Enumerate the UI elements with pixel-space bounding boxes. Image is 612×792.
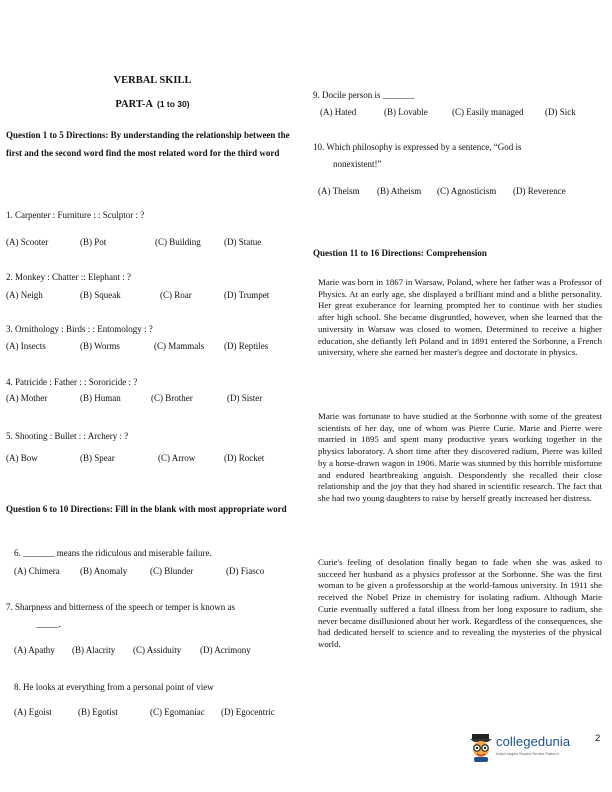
option-b: (B) Alacrity (72, 645, 116, 655)
mascot-icon (468, 733, 494, 763)
option-c: (C) Brother (151, 393, 193, 403)
page-title: VERBAL SKILL (113, 75, 192, 86)
option-d: (D) Reverence (513, 186, 566, 196)
option-a: (A) Apathy (14, 645, 55, 655)
option-d: (D) Fiasco (226, 566, 265, 576)
passage-paragraph-1: Marie was born in 1867 in Warsaw, Poland, where her father was a Professor of Physics. At an early age, she displayed a brilliant mind and a blithe personality. Her great exuberance for learning prompted her to continue with her studies after high school. She became disgruntled, however, when she learned that the university in Warsaw was closed to women. Determined to receive a higher education, she defiantly left Poland and in 1891 entered the Sorbonne, a French university, where she earned her master's degree and doctorate in physics. (318, 277, 602, 358)
question-2: 2. Monkey : Chatter :: Elephant : ? (6, 272, 131, 282)
part-heading (100, 94, 205, 112)
option-c: (C) Easily managed (452, 107, 524, 117)
option-a: (A) Theism (318, 186, 360, 196)
option-a: (A) Bow (6, 453, 38, 463)
option-c: (C) Agnosticism (437, 186, 497, 196)
option-a: (A) Mother (6, 393, 48, 403)
passage-paragraph-3: Curie's feeling of desolation finally began to fade when she was asked to succeed her husband as a physics professor at the Sorbonne. She was the first woman to be given a professorship at the world-famous university. In 1911 she received the Nobel Prize in chemistry for isolating radium. Although Marie Curie eventually suffered a fatal illness from her long exposure to radium, she never became disillusioned about her work. Regardless of the consequences, she had dedicated herself to science and to revealing the mysteries of the physical world. (318, 557, 602, 649)
option-b: (B) Worms (80, 341, 120, 351)
option-b: (B) Pot (80, 237, 107, 247)
section-1-directions: Question 1 to 5 Directions: By understanding the relationship between the first and the second word find the most related word for the third word (6, 130, 290, 158)
option-c: (C) Arrow (158, 453, 196, 463)
question-9: 9. Docile person is _______ (313, 90, 415, 100)
option-b: (B) Anomaly (80, 566, 128, 576)
option-d: (D) Sick (545, 107, 576, 117)
option-d: (D) Reptiles (224, 341, 269, 351)
option-d: (D) Sister (227, 393, 263, 403)
section-3-directions: Question 11 to 16 Directions: Comprehension (313, 248, 487, 258)
option-c: (C) Building (155, 237, 201, 247)
option-a: (A) Insects (6, 341, 46, 351)
option-c: (C) Mammals (154, 341, 205, 351)
option-d: (D) Acrimony (200, 645, 251, 655)
question-7: 7. Sharpness and bitterness of the speech or temper is known as (6, 602, 235, 612)
option-b: (B) Human (80, 393, 121, 403)
option-c: (C) Roar (160, 290, 192, 300)
question-7-blank: _____. (36, 619, 61, 629)
page-number: 2 (595, 733, 601, 744)
option-a: (A) Scooter (6, 237, 49, 247)
option-b: (B) Atheism (377, 186, 422, 196)
section-2-directions: Question 6 to 10 Directions: Fill in the blank with most appropriate word (6, 504, 287, 514)
part-label: PART-A (115, 99, 153, 110)
question-5: 5. Shooting : Bullet : : Archery : ? (6, 431, 129, 441)
option-d: (D) Rocket (224, 453, 265, 463)
brand-tagline: India's largest Student Review Platform (496, 752, 559, 756)
option-c: (C) Egomaniac (150, 707, 205, 717)
option-a: (A) Hated (320, 107, 357, 117)
passage-paragraph-2: Marie was fortunate to have studied at the Sorbonne with some of the greatest scientists of her day, one of whom was Pierre Curie. Marie and Pierre were married in 1895 and spent many productive years working together in the physics laboratory. A short time after they discovered radium, Pierre was killed by a horse-drawn wagon in 1906. Marie was stunned by this horrible misfortune and endured heartbreaking anguish. Despondently she recalled their close relationship and the joy that they had shared in scientific research. The fact that she had two young daughters to raise by herself greatly increased her distress. (318, 411, 602, 503)
option-c: (C) Blunder (150, 566, 194, 576)
question-10-line2: nonexistent!” (333, 159, 382, 169)
option-a: (A) Chimera (14, 566, 60, 576)
collegedunia-logo (468, 733, 580, 763)
option-b: (B) Lovable (384, 107, 428, 117)
option-b: (B) Squeak (80, 290, 121, 300)
option-d: (D) Trumpet (224, 290, 270, 300)
option-b: (B) Egotist (78, 707, 118, 717)
question-1: 1. Carpenter : Furniture : : Sculptor : ? (6, 210, 145, 220)
question-4: 4. Patricide : Father : : Sororicide : ? (6, 377, 138, 387)
question-6: 6. _______ means the ridiculous and miserable failure. (14, 548, 212, 558)
option-d: (D) Egocentric (221, 707, 275, 717)
option-c: (C) Assiduity (133, 645, 182, 655)
option-d: (D) Statue (224, 237, 262, 247)
brand-name: collegedunia (496, 734, 571, 749)
option-b: (B) Spear (80, 453, 115, 463)
question-10: 10. Which philosophy is expressed by a sentence, “God is (313, 142, 522, 152)
part-range: (1 to 30) (156, 99, 190, 109)
question-8: 8. He looks at everything from a personal point of view (14, 682, 214, 692)
question-3: 3. Ornithology : Birds : : Entomology : ? (6, 324, 153, 334)
option-a: (A) Egoist (14, 707, 52, 717)
option-a: (A) Neigh (6, 290, 43, 300)
